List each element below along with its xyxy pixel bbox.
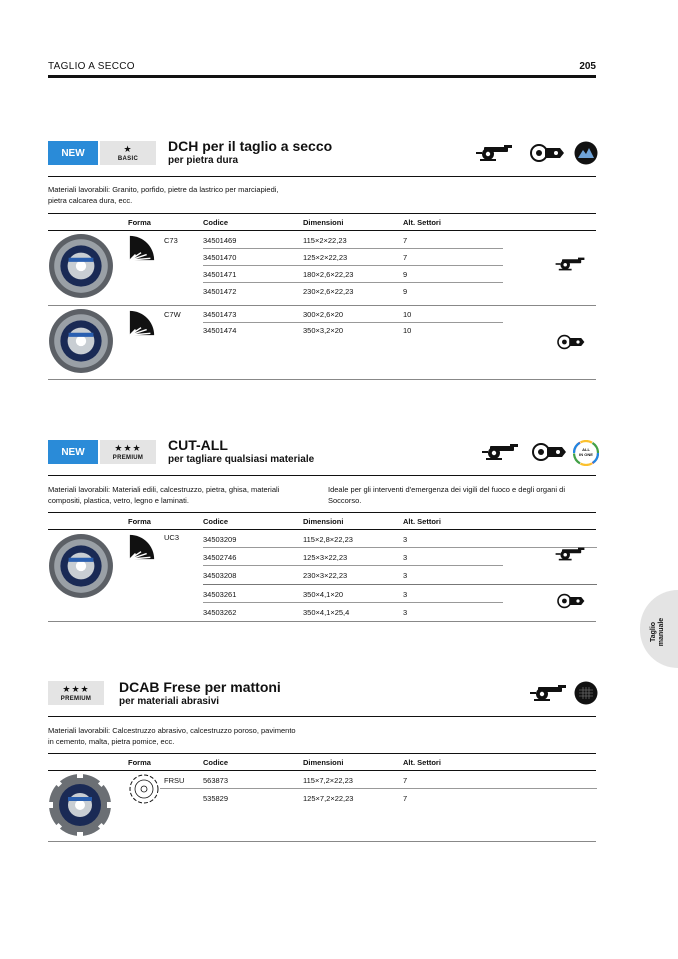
tier-stars: ★★★	[62, 683, 90, 694]
materials-line: Materiali lavorabili: Materiali edili, calcestruzzo, pietra, ghisa, materiali	[48, 485, 280, 494]
product-title: DCH per il taglio a secco	[168, 138, 333, 154]
segment-shape-icon	[128, 234, 156, 262]
side-tab-line: Taglio	[650, 621, 657, 643]
tier-badge-premium	[48, 681, 104, 705]
cell-codice: 34503209	[203, 535, 237, 544]
table-bottom-rule	[48, 621, 596, 622]
cell-dimensioni: 115×2×22,23	[303, 236, 347, 245]
frsu-shape-icon	[128, 773, 160, 805]
abrasive-material-icon	[574, 681, 598, 705]
cell-alt: 10	[403, 326, 412, 335]
cell-codice: 535829	[203, 794, 229, 803]
product-title: DCAB Frese per mattoni	[119, 679, 281, 695]
cell-codice: 34503262	[203, 608, 237, 617]
page-header-title: TAGLIO A SECCO	[48, 61, 135, 72]
blade-image	[48, 233, 114, 299]
col-codice: Codice	[203, 758, 229, 767]
table-header-rule	[48, 230, 596, 231]
row-rule	[203, 584, 597, 585]
cell-alt: 7	[403, 236, 408, 245]
shape-code: UC3	[164, 533, 180, 542]
cell-dimensioni: 300×2,6×20	[303, 310, 344, 319]
cell-alt: 9	[403, 287, 408, 296]
row-rule	[203, 282, 503, 283]
cell-dimensioni: 230×2,6×22,23	[303, 287, 354, 296]
product-title: CUT-ALL	[168, 437, 228, 453]
section-rule	[48, 475, 596, 476]
cell-codice: 34503261	[203, 590, 237, 599]
materials-line: Materiali lavorabili: Calcestruzzo abrasivo, calcestruzzo poroso, pavimento	[48, 726, 296, 735]
col-forma: Forma	[128, 218, 151, 227]
side-tab-line: manuale	[658, 617, 665, 647]
cell-codice: 34501473	[203, 310, 237, 319]
row-rule	[203, 265, 503, 266]
cell-dimensioni: 180×2,6×22,23	[303, 270, 354, 279]
col-forma: Forma	[128, 758, 151, 767]
materials-line: Materiali lavorabili: Granito, porfido, pietre da lastrico per marciapiedi,	[48, 185, 279, 194]
cell-dimensioni: 350×4,1×20	[303, 590, 344, 599]
header-rule	[48, 75, 596, 78]
cell-dimensioni: 115×7,2×22,23	[303, 776, 353, 785]
page-number: 205	[579, 61, 596, 72]
row-rule	[203, 322, 503, 323]
col-dimensioni: Dimensioni	[303, 517, 344, 526]
segment-shape-icon	[128, 533, 156, 561]
row-rule	[203, 248, 503, 249]
cell-codice: 563873	[203, 776, 229, 785]
section-rule	[48, 716, 596, 717]
all-in-one-label	[573, 447, 599, 457]
all-in-one-line: IN ONE	[579, 452, 593, 457]
segment-shape-icon	[128, 309, 156, 337]
col-forma: Forma	[128, 517, 151, 526]
materials-text	[48, 184, 279, 206]
cut-off-saw-icon	[524, 143, 568, 163]
table-header-rule	[48, 770, 596, 771]
milling-blade-image	[48, 773, 112, 837]
cut-off-saw-icon	[553, 334, 587, 350]
col-dimensioni: Dimensioni	[303, 758, 344, 767]
note-line: Soccorso.	[328, 496, 362, 505]
col-codice: Codice	[203, 517, 229, 526]
tier-badge-premium	[100, 440, 156, 464]
cell-codice: 34501471	[203, 270, 237, 279]
cell-alt: 7	[403, 253, 408, 262]
row-rule	[160, 788, 597, 789]
cell-alt: 10	[403, 310, 412, 319]
table-top-rule	[48, 753, 596, 754]
cell-codice: 34501470	[203, 253, 237, 262]
table-top-rule	[48, 512, 596, 513]
angle-grinder-icon	[553, 546, 587, 562]
shape-code: C7W	[164, 310, 181, 319]
tier-label: PREMIUM	[112, 454, 144, 461]
cell-codice: 34501474	[203, 326, 237, 335]
tier-stars: ★	[123, 143, 133, 154]
cell-alt: 7	[403, 794, 408, 803]
materials-line: pietra calcarea dura, ecc.	[48, 196, 133, 205]
row-rule	[203, 602, 503, 603]
shape-code: FRSU	[164, 776, 185, 785]
product-subtitle: per pietra dura	[168, 155, 239, 166]
cell-dimensioni: 350×4,1×25,4	[303, 608, 350, 617]
note-text	[328, 484, 565, 506]
blade-image	[48, 308, 114, 374]
table-header-rule	[48, 529, 596, 530]
cell-dimensioni: 350×3,2×20	[303, 326, 344, 335]
new-badge: NEW	[48, 141, 98, 165]
note-line: Ideale per gli interventi d'emergenza dei vigili del fuoco e degli organi di	[328, 485, 565, 494]
all-in-one-line: ALL	[582, 447, 590, 452]
col-codice: Codice	[203, 218, 229, 227]
section-rule	[48, 176, 596, 177]
cell-alt: 3	[403, 571, 408, 580]
col-alt-settori: Alt. Settori	[403, 758, 441, 767]
materials-text	[48, 725, 296, 747]
cell-alt: 9	[403, 270, 408, 279]
hard-stone-icon	[574, 141, 598, 165]
cell-alt: 3	[403, 590, 408, 599]
cut-off-saw-icon	[526, 442, 570, 462]
angle-grinder-icon	[553, 256, 587, 272]
cell-dimensioni: 230×3×22,23	[303, 571, 348, 580]
cell-alt: 3	[403, 608, 408, 617]
materials-line: compositi, plastica, vetro, legno e laminati.	[48, 496, 189, 505]
cell-dimensioni: 115×2,8×22,23	[303, 535, 353, 544]
cell-codice: 34501472	[203, 287, 237, 296]
table-top-rule	[48, 213, 596, 214]
materials-text	[48, 484, 279, 506]
angle-grinder-icon	[526, 683, 570, 703]
cell-dimensioni: 125×7,2×22,23	[303, 794, 354, 803]
row-rule	[203, 547, 597, 548]
product-subtitle: per materiali abrasivi	[119, 696, 220, 707]
new-badge: NEW	[48, 440, 98, 464]
blade-image	[48, 533, 114, 599]
product-subtitle: per tagliare qualsiasi materiale	[168, 454, 315, 465]
col-alt-settori: Alt. Settori	[403, 517, 441, 526]
side-tab-label	[650, 612, 672, 652]
angle-grinder-icon	[472, 143, 516, 163]
cell-alt: 3	[403, 535, 408, 544]
row-rule	[203, 565, 503, 566]
cut-off-saw-icon	[553, 593, 587, 609]
cell-alt: 7	[403, 776, 408, 785]
angle-grinder-icon	[478, 442, 522, 462]
table-bottom-rule	[48, 379, 596, 380]
cell-codice: 34501469	[203, 236, 237, 245]
tier-badge-basic	[100, 141, 156, 165]
tier-stars: ★★★	[114, 442, 142, 453]
cell-codice: 34502746	[203, 553, 237, 562]
table-bottom-rule	[48, 841, 596, 842]
materials-line: in cemento, malta, pietra pomice, ecc.	[48, 737, 175, 746]
cell-alt: 3	[403, 553, 408, 562]
group-rule	[48, 305, 596, 306]
cell-codice: 34503208	[203, 571, 237, 580]
tier-label: BASIC	[117, 155, 139, 162]
shape-code: C73	[164, 236, 178, 245]
col-dimensioni: Dimensioni	[303, 218, 344, 227]
cell-dimensioni: 125×3×22,23	[303, 553, 348, 562]
tier-label: PREMIUM	[60, 695, 92, 702]
cell-dimensioni: 125×2×22,23	[303, 253, 348, 262]
col-alt-settori: Alt. Settori	[403, 218, 441, 227]
